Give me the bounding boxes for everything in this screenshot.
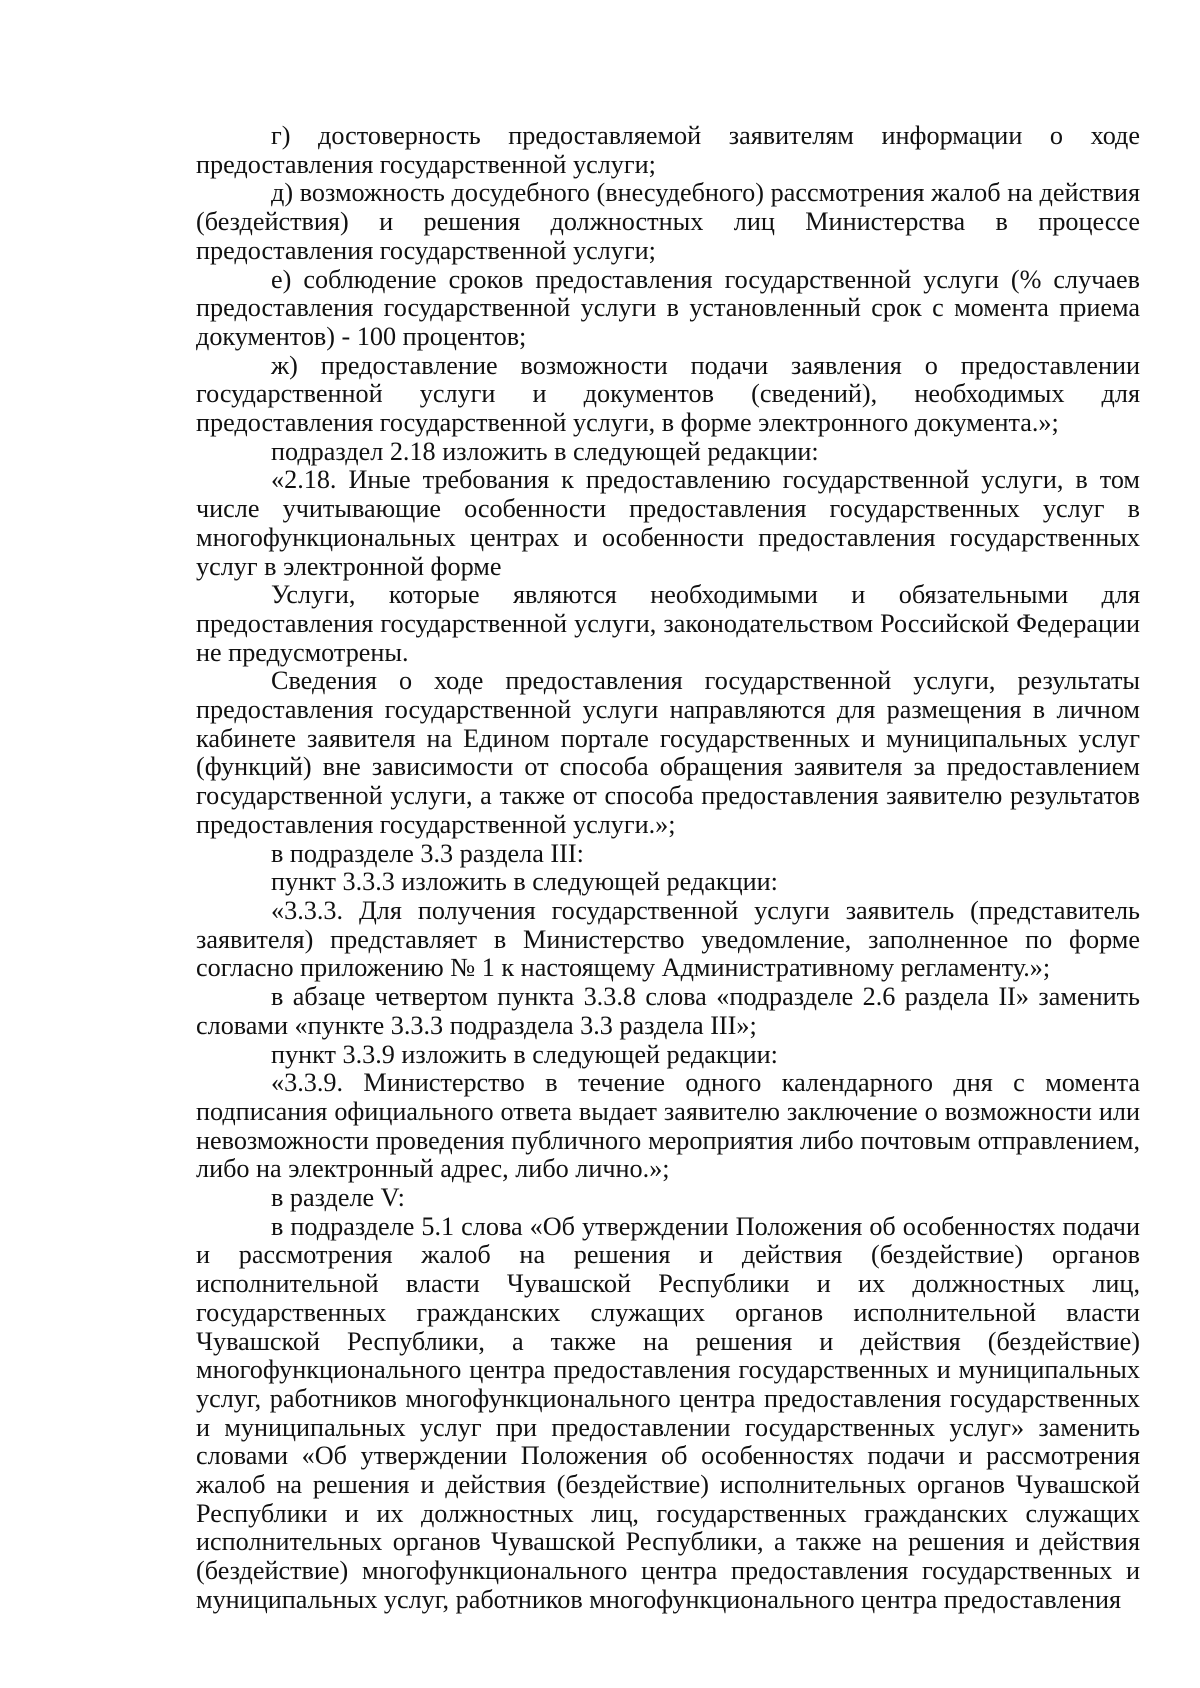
paragraph-point-3-3-8: в абзаце четвертом пункта 3.3.8 слова «подразделе 2.6 раздела II» заменить словами «пункте 3.3.3 подраздела 3.3 раздела III»; bbox=[196, 982, 1140, 1040]
paragraph-amend-2-18: подраздел 2.18 изложить в следующей редакции: bbox=[271, 436, 819, 466]
paragraph-subsection-5-1: в подразделе 5.1 слова «Об утверждении Положения об особенностях подачи и рассмотрения жалоб на решения и действия (бездействие) органов исполнительной власти Чувашской Республики и их должностных лиц, государственных гражданских служащих органов исполнительной власти Чувашской Республики, а также на решения и действия (бездействие) многофункционального центра предоставления государственных и муниципальных услуг, работников многофункционального центра предоставления государственных и муниципальных услуг при предоставлении государственных услуг» заменить словами «Об утверждении Положения об особенностях подачи и рассмотрения жалоб на решения и действия (бездействие) исполнительных органов Чувашской Республики и их должностных лиц, государственных гражданских служащих исполнительных органов Чувашской Республики, а также на решения и действия (бездействие) многофункционального центра предоставления государственных и муниципальных услуг, работников многофункционального центра предоставления bbox=[196, 1211, 1140, 1614]
paragraph-section-v: в разделе V: bbox=[271, 1183, 405, 1213]
paragraph-point-3-3-3: «3.3.3. Для получения государственной услуги заявитель (представитель заявителя) представляет в Министерство уведомление, заполненное по форме согласно приложению № 1 к настоящему Административному регламенту.»; bbox=[196, 895, 1140, 983]
paragraph-item-g: г) достоверность предоставляемой заявителям информации о ходе предоставления государственной услуги; bbox=[196, 121, 1140, 179]
paragraph-amend-3-3-9: пункт 3.3.9 изложить в следующей редакции: bbox=[271, 1039, 778, 1069]
paragraph-section-2-18-title: «2.18. Иные требования к предоставлению государственной услуги, в том числе учитывающие особенности предоставления государственных услуг в многофункциональных центрах и особенности предоставления государственных услуг в электронной форме bbox=[196, 465, 1140, 581]
paragraph-point-3-3-9: «3.3.9. Министерство в течение одного календарного дня с момента подписания официального ответа выдает заявителю заключение о возможности или невозможности проведения публичного мероприятия либо почтовым отправлением, либо на электронный адрес, либо лично.»; bbox=[196, 1068, 1140, 1184]
paragraph-progress-info: Сведения о ходе предоставления государственной услуги, результаты предоставления государственной услуги направляются для размещения в личном кабинете заявителя на Едином портале государственных и муниципальных услуг (функций) вне зависимости от способа обращения заявителя за предоставлением государственной услуги, а также от способа предоставления заявителю результатов предоставления государственной услуги.»; bbox=[196, 666, 1140, 839]
paragraph-subsection-3-3: в подразделе 3.3 раздела III: bbox=[271, 838, 584, 868]
paragraph-item-e: е) соблюдение сроков предоставления государственной услуги (% случаев предоставления государственной услуги в установленный срок с момента приема документов) - 100 процентов; bbox=[196, 264, 1140, 351]
paragraph-mandatory-services: Услуги, которые являются необходимыми и обязательными для предоставления государственной услуги, законодательством Российской Федерации не предусмотрены. bbox=[196, 580, 1140, 667]
paragraph-item-zh: ж) предоставление возможности подачи заявления о предоставлении государственной услуги и документов (сведений), необходимых для предоставления государственной услуги, в форме электронного документа.»; bbox=[196, 350, 1140, 438]
paragraph-item-d: д) возможность досудебного (внесудебного) рассмотрения жалоб на действия (бездействия) и решения должностных лиц Министерства в процессе предоставления государственной услуги; bbox=[196, 178, 1140, 265]
document-page bbox=[196, 122, 1140, 1615]
paragraph-amend-3-3-3: пункт 3.3.3 изложить в следующей редакции: bbox=[271, 867, 778, 897]
